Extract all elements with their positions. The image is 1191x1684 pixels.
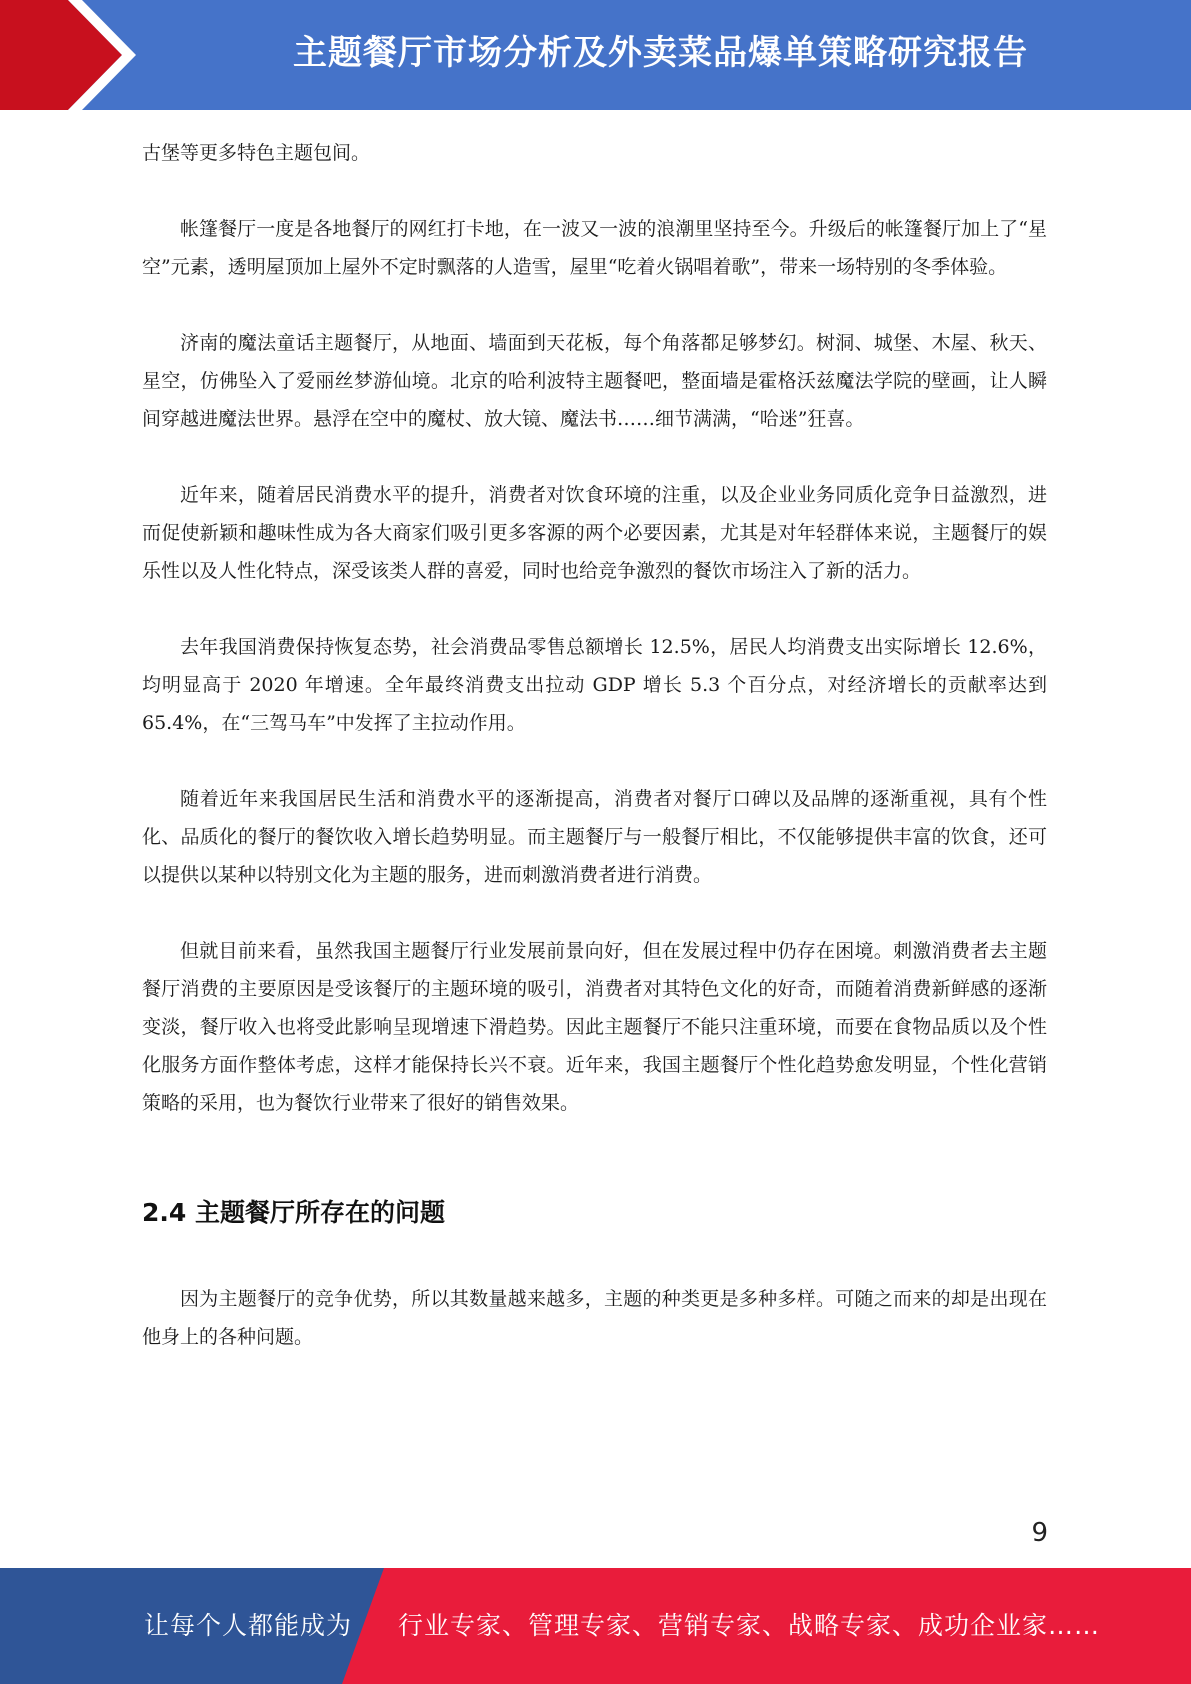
paragraph: 随着近年来我国居民生活和消费水平的逐渐提高，消费者对餐厅口碑以及品牌的逐渐重视，具有个性化、品质化的餐厅的餐饮收入增长趋势明显。而主题餐厅与一般餐厅相比，不仅能够提供丰富的饮食，还可以提供以某种以特别文化为主题的服务，进而刺激消费者进行消费。 <box>142 788 1047 886</box>
header-banner <box>0 0 1191 110</box>
paragraph: 但就目前来看，虽然我国主题餐厅行业发展前景向好，但在发展过程中仍存在困境。刺激消费者去主题餐厅消费的主要原因是受该餐厅的主题环境的吸引，消费者对其特色文化的好奇，而随着消费新鲜感的逐渐变淡，餐厅收入也将受此影响呈现增速下滑趋势。因此主题餐厅不能只注重环境，而要在食物品质以及个性化服务方面作整体考虑，这样才能保持长兴不衰。近年来，我国主题餐厅个性化趋势愈发明显，个性化营销策略的采用，也为餐饮行业带来了很好的销售效果。 <box>142 940 1047 1114</box>
paragraph: 近年来，随着居民消费水平的提升，消费者对饮食环境的注重，以及企业业务同质化竞争日益激烈，进而促使新颖和趣味性成为各大商家们吸引更多客源的两个必要因素，尤其是对年轻群体来说，主题餐厅的娱乐性以及人性化特点，深受该类人群的喜爱，同时也给竞争激烈的餐饮市场注入了新的活力。 <box>142 484 1047 582</box>
footer-slogan-right: 行业专家、管理专家、营销专家、战略专家、成功企业家…… <box>398 1611 1101 1640</box>
paragraph: 济南的魔法童话主题餐厅，从地面、墙面到天花板，每个角落都足够梦幻。树洞、城堡、木屋、秋天、星空，仿佛坠入了爱丽丝梦游仙境。北京的哈利波特主题餐吧，整面墙是霍格沃兹魔法学院的壁画，让人瞬间穿越进魔法世界。悬浮在空中的魔杖、放大镜、魔法书……细节满满，“哈迷”狂喜。 <box>142 332 1047 430</box>
footer-banner <box>0 1568 1191 1684</box>
main-content <box>142 134 1047 1394</box>
paragraph: 去年我国消费保持恢复态势，社会消费品零售总额增长 12.5%，居民人均消费支出实际增长 12.6%，均明显高于 2020 年增速。全年最终消费支出拉动 GDP 增长 5.3 个百分点，对经济增长的贡献率达到 65.4%，在“三驾马车”中发挥了主拉动作用。 <box>142 636 1047 734</box>
section-heading: 2.4 主题餐厅所存在的问题 <box>142 1198 445 1227</box>
paragraph: 因为主题餐厅的竞争优势，所以其数量越来越多，主题的种类更是多种多样。可随之而来的却是出现在他身上的各种问题。 <box>142 1288 1047 1348</box>
footer-slogan-left: 让每个人都能成为 <box>144 1611 353 1640</box>
paragraph: 古堡等更多特色主题包间。 <box>142 142 371 164</box>
report-title: 主题餐厅市场分析及外卖菜品爆单策略研究报告 <box>293 33 1028 73</box>
header-arrow-decoration <box>0 0 150 110</box>
page-number: 9 <box>1031 1518 1048 1548</box>
paragraph: 帐篷餐厅一度是各地餐厅的网红打卡地，在一波又一波的浪潮里坚持至今。升级后的帐篷餐厅加上了“星空”元素，透明屋顶加上屋外不定时飘落的人造雪，屋里“吃着火锅唱着歌”，带来一场特别的冬季体验。 <box>142 218 1047 278</box>
